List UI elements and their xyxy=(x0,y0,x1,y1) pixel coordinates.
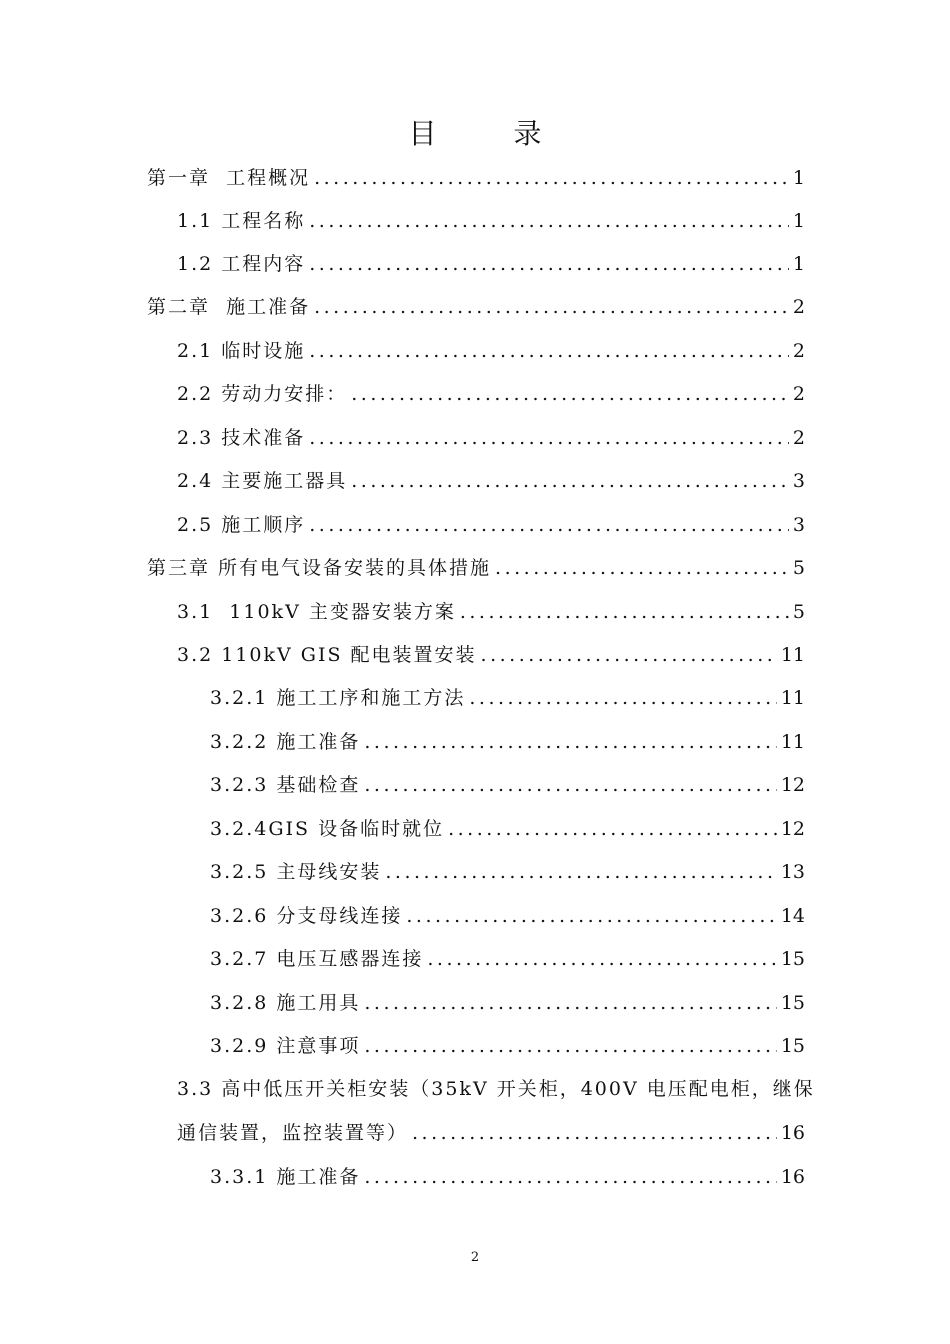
toc-page-number: 5 xyxy=(792,601,805,623)
toc-page-number: 5 xyxy=(792,557,805,579)
leader-dots xyxy=(460,600,789,624)
toc-entry-3-2-5[interactable] xyxy=(210,854,805,884)
toc-page-number: 15 xyxy=(780,992,805,1014)
toc-entry-text: 3.2.9 注意事项 xyxy=(210,1035,361,1057)
toc-entry-text: 1.1 工程名称 xyxy=(177,210,306,232)
toc-entry-3-2-4[interactable] xyxy=(210,811,805,841)
toc-entry-text: 2.4 主要施工器具 xyxy=(177,470,348,492)
toc-entry-text: 3.2.1 施工工序和施工方法 xyxy=(210,687,466,709)
toc-entry-2-3[interactable] xyxy=(177,420,805,450)
page-number: 2 xyxy=(470,1250,480,1265)
toc-entry-text: 第三章 所有电气设备安装的具体措施 xyxy=(147,557,492,579)
leader-dots xyxy=(364,1034,776,1058)
toc-entry-1-1[interactable] xyxy=(177,203,805,233)
toc-page-number: 2 xyxy=(792,383,805,405)
toc-page-number: 12 xyxy=(780,818,805,840)
toc-page-number: 15 xyxy=(780,1035,805,1057)
toc-entry-text: 2.3 技术准备 xyxy=(177,427,306,449)
leader-dots xyxy=(448,817,777,841)
toc-entry-text: 3.2.4GIS 设备临时就位 xyxy=(210,818,445,840)
toc-entry-text: 通信装置，监控装置等） xyxy=(177,1122,409,1144)
toc-entry-2-1[interactable] xyxy=(177,333,805,363)
toc-entry-2-2[interactable] xyxy=(177,376,805,406)
leader-dots xyxy=(309,426,789,450)
toc-page-number: 14 xyxy=(780,905,805,927)
toc-entry-text: 3.2 110kV GIS 配电装置安装 xyxy=(177,644,477,666)
toc-page-number: 11 xyxy=(780,644,805,666)
toc-entry-text: 3.2.5 主母线安装 xyxy=(210,861,382,883)
toc-entry-text: 第二章 施工准备 xyxy=(147,296,311,318)
toc-page-number: 15 xyxy=(780,948,805,970)
toc-entry-2-5[interactable] xyxy=(177,507,805,537)
leader-dots xyxy=(309,513,789,537)
toc-page-number: 1 xyxy=(792,167,805,189)
leader-dots xyxy=(364,773,776,797)
toc-page-number: 13 xyxy=(780,861,805,883)
toc-page-number: 3 xyxy=(792,514,805,536)
leader-dots xyxy=(495,556,789,580)
leader-dots xyxy=(309,339,789,363)
toc-entry-text: 3.2.7 电压互感器连接 xyxy=(210,948,424,970)
toc-entry-3-2[interactable] xyxy=(177,637,805,667)
toc-entry-text: 2.5 施工顺序 xyxy=(177,514,306,536)
toc-entry-3-3[interactable] xyxy=(177,1115,805,1145)
toc-entry-3-3-1[interactable] xyxy=(210,1159,805,1189)
toc-entry-text: 3.3.1 施工准备 xyxy=(210,1166,361,1188)
leader-dots xyxy=(351,382,789,406)
toc-entry-text: 2.1 临时设施 xyxy=(177,340,306,362)
leader-dots xyxy=(309,209,789,233)
toc-entry-text: 2.2 劳动力安排： xyxy=(177,383,348,405)
toc-entry-text: 3.2.8 施工用具 xyxy=(210,992,361,1014)
toc-page-number: 2 xyxy=(792,427,805,449)
leader-dots xyxy=(309,252,789,276)
toc-entry-3-2-9[interactable] xyxy=(210,1028,805,1058)
toc-page-number: 11 xyxy=(780,687,805,709)
leader-dots xyxy=(364,730,776,754)
toc-entry-text: 3.1 110kV 主变器安装方案 xyxy=(177,601,456,623)
toc-entry-text: 3.2.6 分支母线连接 xyxy=(210,905,403,927)
toc-entry-chapter-1[interactable] xyxy=(147,160,805,190)
toc-entry-chapter-2[interactable] xyxy=(147,289,805,319)
toc-page-number: 11 xyxy=(780,731,805,753)
leader-dots xyxy=(469,686,776,710)
leader-dots xyxy=(351,469,789,493)
leader-dots xyxy=(314,295,789,319)
toc-page-number: 1 xyxy=(792,210,805,232)
toc-entry-3-2-1[interactable] xyxy=(210,680,805,710)
toc-entry-3-2-6[interactable] xyxy=(210,898,805,928)
toc-entry-3-2-7[interactable] xyxy=(210,941,805,971)
toc-entry-chapter-3[interactable] xyxy=(147,550,805,580)
leader-dots xyxy=(481,643,777,667)
toc-page-number: 1 xyxy=(792,253,805,275)
leader-dots xyxy=(314,166,789,190)
leader-dots xyxy=(406,904,776,928)
toc-page-number: 2 xyxy=(792,296,805,318)
leader-dots xyxy=(364,1165,776,1189)
toc-entry-1-2[interactable] xyxy=(177,246,805,276)
toc-entry-3-1[interactable] xyxy=(177,594,805,624)
toc-entry-3-2-8[interactable] xyxy=(210,985,805,1015)
toc-entry-text: 第一章 工程概况 xyxy=(147,167,311,189)
toc-entry-text: 3.2.2 施工准备 xyxy=(210,731,361,753)
leader-dots xyxy=(364,991,776,1015)
toc-entry-text: 3.2.3 基础检查 xyxy=(210,774,361,796)
toc-page-number: 16 xyxy=(780,1122,805,1144)
toc-page-number: 3 xyxy=(792,470,805,492)
leader-dots xyxy=(412,1121,777,1145)
toc-entry-2-4[interactable] xyxy=(177,463,805,493)
leader-dots xyxy=(427,947,776,971)
toc-page-number: 16 xyxy=(780,1166,805,1188)
toc-page-number: 2 xyxy=(792,340,805,362)
toc-page-number: 12 xyxy=(780,774,805,796)
toc-entry-3-2-2[interactable] xyxy=(210,724,805,754)
toc-entry-3-3-line1[interactable]: 3.3 高中低压开关柜安装（35kV 开关柜，400V 电压配电柜，继保 xyxy=(177,1078,815,1100)
leader-dots xyxy=(385,860,776,884)
toc-title: 目 录 xyxy=(408,117,576,150)
toc-entry-text: 1.2 工程内容 xyxy=(177,253,306,275)
toc-entry-3-2-3[interactable] xyxy=(210,767,805,797)
